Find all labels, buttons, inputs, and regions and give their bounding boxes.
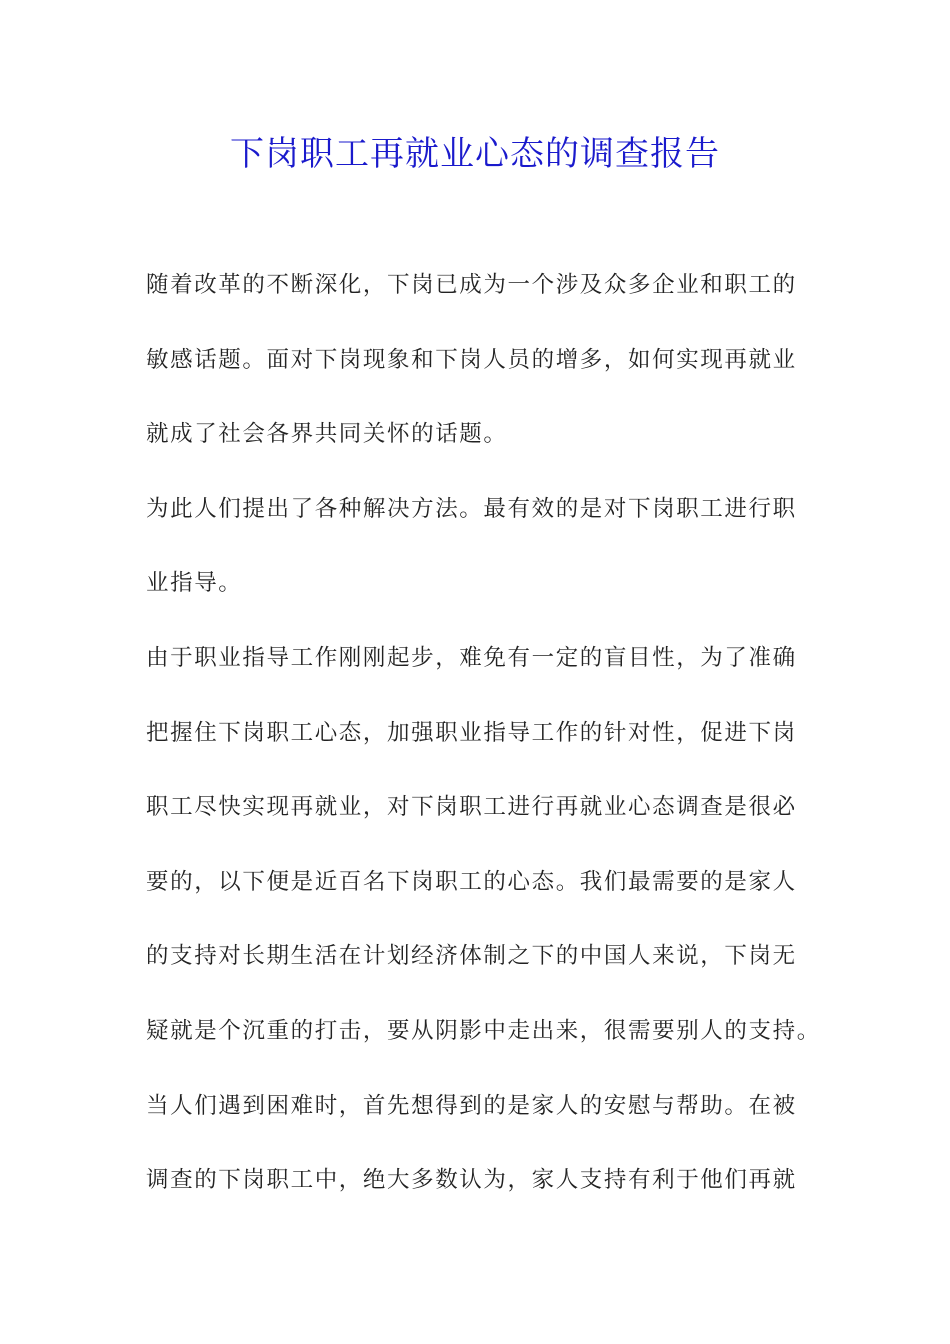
body-line: 为此人们提出了各种解决方法。最有效的是对下岗职工进行职 bbox=[146, 495, 797, 522]
body-line: 当人们遇到困难时，首先想得到的是家人的安慰与帮助。在被 bbox=[146, 1092, 797, 1119]
body-line: 敏感话题。面对下岗现象和下岗人员的增多，如何实现再就业 bbox=[146, 346, 797, 373]
body-line: 把握住下岗职工心态，加强职业指导工作的针对性，促进下岗 bbox=[146, 719, 797, 746]
body-line: 职工尽快实现再就业，对下岗职工进行再就业心态调查是很必 bbox=[146, 794, 797, 821]
body-line: 疑就是个沉重的打击，要从阴影中走出来，很需要别人的支持。 bbox=[146, 1017, 821, 1044]
body-line: 的支持对长期生活在计划经济体制之下的中国人来说，下岗无 bbox=[146, 943, 797, 970]
body-line: 要的，以下便是近百名下岗职工的心态。我们最需要的是家人 bbox=[146, 868, 797, 895]
body-line: 业指导。 bbox=[146, 570, 243, 597]
body-line: 调查的下岗职工中，绝大多数认为，家人支持有利于他们再就 bbox=[146, 1167, 797, 1194]
body-line: 随着改革的不断深化，下岗已成为一个涉及众多企业和职工的 bbox=[146, 272, 797, 298]
body-line: 就成了社会各界共同关怀的话题。 bbox=[146, 421, 508, 448]
document-body bbox=[146, 248, 821, 1218]
body-line: 由于职业指导工作刚刚起步，难免有一定的盲目性，为了准确 bbox=[146, 644, 797, 671]
document-title: 下岗职工再就业心态的调查报告 bbox=[230, 134, 720, 174]
